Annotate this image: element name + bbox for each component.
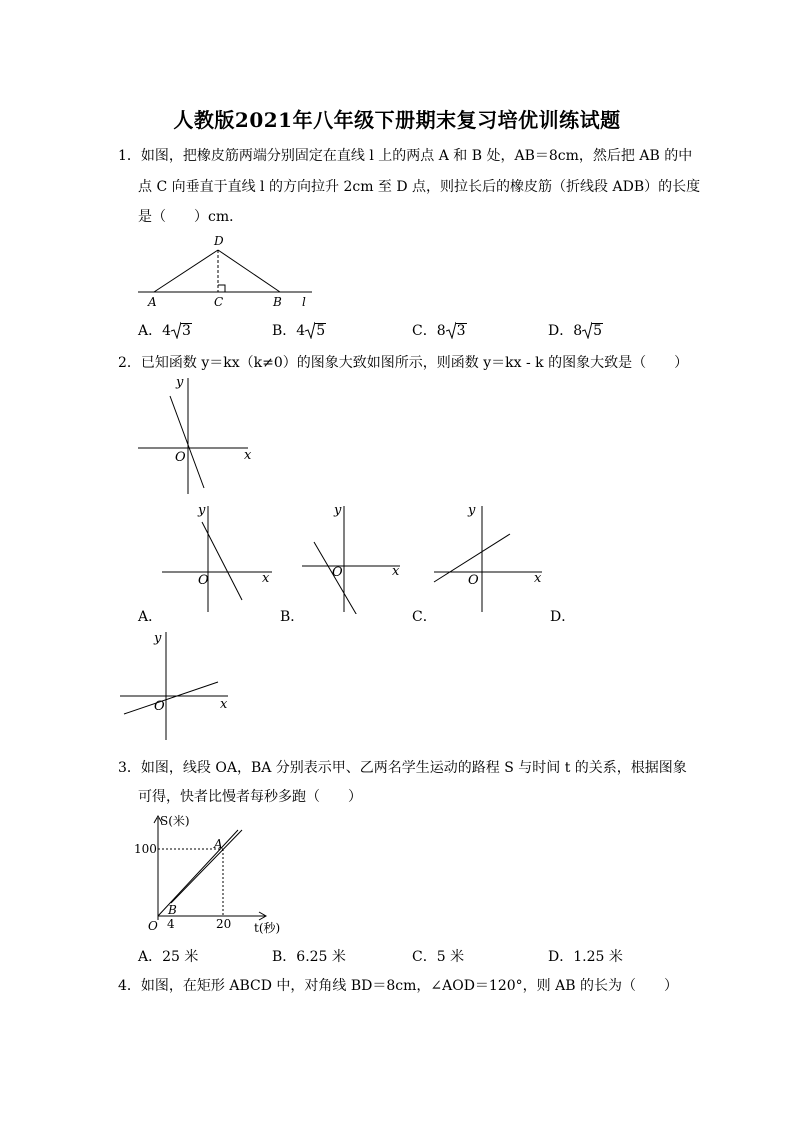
- origin-label: O: [468, 573, 479, 588]
- axis-label-x: x: [392, 564, 400, 579]
- point-A-label: A: [214, 837, 223, 851]
- axis-label-y: y: [154, 631, 162, 646]
- q3-option-b[interactable]: B．6.25 米: [272, 949, 346, 965]
- axis-label-x: x: [220, 697, 228, 712]
- q2-graph-a: [156, 502, 278, 614]
- label-B: B: [273, 295, 282, 309]
- label-A: A: [148, 295, 157, 309]
- q2-graph-b: [296, 502, 408, 614]
- q2-option-d[interactable]: D．: [550, 609, 576, 625]
- sqrt-symbol: 3: [171, 323, 192, 339]
- q2-option-b[interactable]: B．: [280, 609, 305, 625]
- y-tick-100: 100: [134, 842, 157, 856]
- axis-label-x: x: [262, 571, 270, 586]
- q1-option-c[interactable]: C．8 3: [412, 323, 466, 339]
- q2-text-line1: 2．已知函数 y＝kx（k≠0）的图象大致如图所示，则函数 y＝kx - k 的图象大致是（ ）: [118, 355, 689, 371]
- origin-label: O: [332, 565, 343, 580]
- origin-label: O: [175, 450, 186, 465]
- axis-label-x: x: [244, 448, 252, 463]
- q2-graph-c: [428, 502, 548, 614]
- q3-text-line1: 3．如图，线段 OA，BA 分别表示甲、乙两名学生运动的路程 S 与时间 t 的关系，根据图象: [118, 760, 687, 776]
- origin-label: O: [198, 573, 209, 588]
- function-line: [124, 682, 218, 714]
- q1-option-a[interactable]: A．4 3: [138, 323, 191, 339]
- q3-graph: [130, 810, 290, 940]
- q1-text-line1: 1．如图，把橡皮筋两端分别固定在直线 l 上的两点 A 和 B 处，AB＝8cm，然后把 AB 的中: [118, 148, 693, 164]
- axis-label-x: x: [534, 571, 542, 586]
- segment-DB: [218, 250, 280, 292]
- origin-label: O: [154, 699, 165, 714]
- right-angle-mark: [218, 285, 225, 292]
- q2-option-a[interactable]: A．: [138, 609, 163, 625]
- x-tick-4: 4: [167, 917, 175, 931]
- sqrt-symbol: 3: [446, 323, 467, 339]
- label-C: C: [214, 295, 224, 309]
- q2-main-graph: [132, 374, 262, 498]
- q2-option-c[interactable]: C．: [412, 609, 437, 625]
- q3-option-a[interactable]: A．25 米: [138, 949, 199, 965]
- point-B-label: B: [168, 903, 177, 917]
- segment-AD: [154, 250, 218, 292]
- sqrt-symbol: 5: [582, 323, 603, 339]
- x-axis-label: t(秒): [254, 921, 281, 935]
- sqrt-symbol: 5: [305, 323, 326, 339]
- x-tick-20: 20: [216, 917, 232, 931]
- page-title: 人教版2021年八年级下册期末复习培优训练试题: [173, 108, 621, 132]
- q2-graph-d: [114, 628, 236, 744]
- label-D: D: [214, 234, 224, 248]
- q1-figure: [130, 232, 330, 312]
- q1-option-d[interactable]: D．8 5: [548, 323, 603, 339]
- q1-option-b[interactable]: B．4 5: [272, 323, 326, 339]
- axis-label-y: y: [176, 375, 184, 390]
- q3-option-d[interactable]: D．1.25 米: [548, 949, 623, 965]
- q1-text-line2: 点 C 向垂直于直线 l 的方向拉升 2cm 至 D 点，则拉长后的橡皮筋（折线段 ADB）的长度: [138, 179, 701, 195]
- segment-BA: [171, 830, 242, 903]
- q3-option-c[interactable]: C．5 米: [412, 949, 465, 965]
- y-axis-label: S(米): [160, 814, 190, 828]
- q4-text-line1: 4．如图，在矩形 ABCD 中，对角线 BD＝8cm，∠AOD＝120°，则 AB 的长为（ ）: [118, 978, 678, 994]
- axis-label-y: y: [468, 503, 476, 518]
- q1-text-line3: 是（ ）cm．: [138, 209, 244, 225]
- line-y-kx: [170, 396, 204, 488]
- origin-label: O: [148, 919, 158, 933]
- label-l: l: [302, 295, 306, 309]
- axis-label-y: y: [198, 503, 206, 518]
- axis-label-y: y: [334, 503, 342, 518]
- q3-text-line2: 可得，快者比慢者每秒多跑（ ）: [138, 789, 362, 805]
